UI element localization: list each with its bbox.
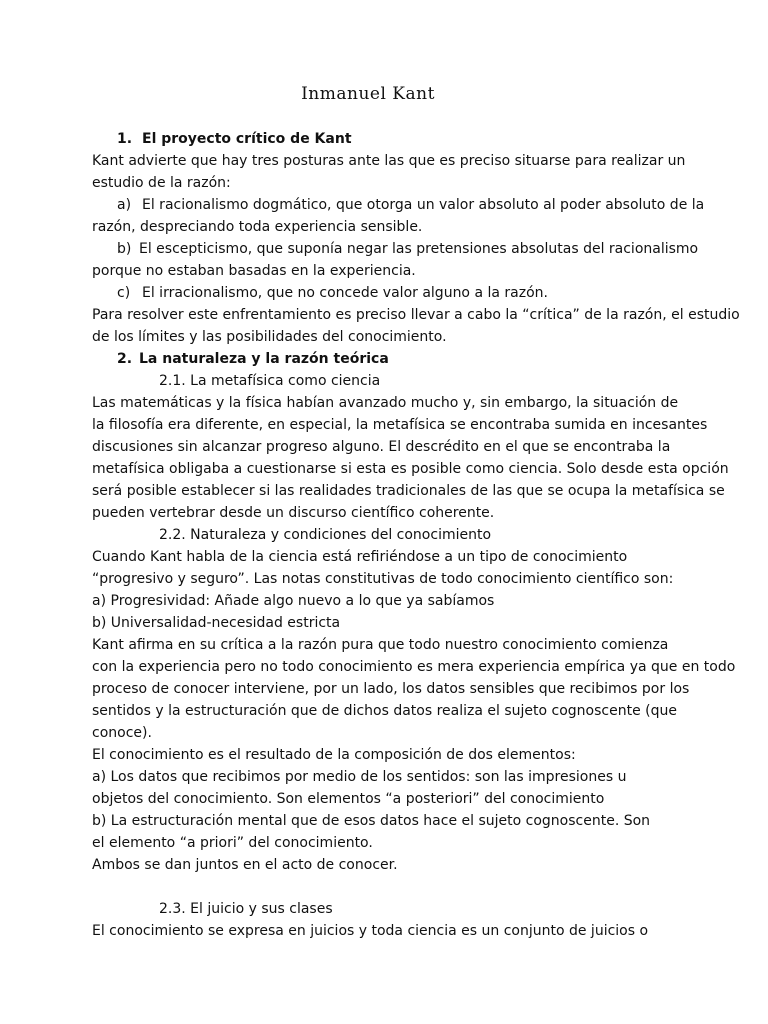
section-number: 1.	[117, 131, 133, 147]
list-item-a	[92, 194, 705, 216]
paragraph-line: metafísica obligaba a cuestionarse si esta es posible como ciencia. Solo desde esta opción	[92, 461, 729, 477]
paragraph-line: conoce).	[92, 725, 152, 741]
paragraph-line: Kant afirma en su crítica a la razón pura que todo nuestro conocimiento comienza	[92, 637, 669, 653]
list-item-b	[92, 238, 699, 260]
paragraph-line: pueden vertebrar desde un discurso científico coherente.	[92, 505, 495, 521]
paragraph-line: con la experiencia pero no todo conocimiento es mera experiencia empírica ya que en todo	[92, 659, 736, 675]
section-heading-2	[92, 348, 692, 370]
paragraph-line: a) Los datos que recibimos por medio de los sentidos: son las impresiones u	[92, 769, 627, 785]
subsection-heading-2-1: 2.1. La metafísica como ciencia	[159, 373, 381, 389]
paragraph-line: b) La estructuración mental que de esos datos hace el sujeto cognoscente. Son	[92, 813, 651, 829]
list-item-text: El racionalismo dogmático, que otorga un valor absoluto al poder absoluto de la	[142, 197, 705, 213]
list-item-text: El irracionalismo, que no concede valor alguno a la razón.	[142, 285, 548, 301]
list-item-text: El escepticismo, que suponía negar las pretensiones absolutas del racionalismo	[139, 241, 699, 257]
paragraph-line: la filosofía era diferente, en especial, la metafísica se encontraba sumida en incesantes	[92, 417, 708, 433]
paragraph-line: El conocimiento se expresa en juicios y toda ciencia es un conjunto de juicios o	[92, 923, 649, 939]
paragraph-line: Cuando Kant habla de la ciencia está refiriéndose a un tipo de conocimiento	[92, 549, 628, 565]
document-body	[92, 128, 740, 942]
document-title: Inmanuel Kant	[301, 84, 435, 104]
section-title: La naturaleza y la razón teórica	[139, 351, 389, 367]
blank-line	[92, 876, 692, 898]
list-item-c	[92, 282, 692, 304]
paragraph-line: estudio de la razón:	[92, 175, 231, 191]
paragraph-line: proceso de conocer interviene, por un lado, los datos sensibles que recibimos por los	[92, 681, 690, 697]
subsection-heading-2-2: 2.2. Naturaleza y condiciones del conocimiento	[159, 527, 492, 543]
paragraph-line: Las matemáticas y la física habían avanzado mucho y, sin embargo, la situación de	[92, 395, 679, 411]
paragraph-line: “progresivo y seguro”. Las notas constitutivas de todo conocimiento científico son:	[92, 571, 674, 587]
paragraph-line: b) Universalidad-necesidad estricta	[92, 615, 341, 631]
list-marker: c)	[117, 285, 131, 301]
paragraph-line: Ambos se dan juntos en el acto de conocer.	[92, 857, 398, 873]
paragraph-line: a) Progresividad: Añade algo nuevo a lo que ya sabíamos	[92, 593, 495, 609]
section-heading-1	[92, 128, 692, 150]
paragraph-line: discusiones sin alcanzar progreso alguno. El descrédito en el que se encontraba la	[92, 439, 671, 455]
paragraph-line: será posible establecer si las realidades tradicionales de las que se ocupa la metafísica se	[92, 483, 725, 499]
list-marker: a)	[117, 197, 132, 213]
list-item-continuation: porque no estaban basadas en la experiencia.	[92, 263, 416, 279]
section-number: 2.	[117, 351, 133, 367]
paragraph-line: de los límites y las posibilidades del conocimiento.	[92, 329, 447, 345]
paragraph-line: objetos del conocimiento. Son elementos “a posteriori” del conocimiento	[92, 791, 605, 807]
list-item-continuation: razón, despreciando toda experiencia sensible.	[92, 219, 423, 235]
paragraph-line: el elemento “a priori” del conocimiento.	[92, 835, 373, 851]
subsection-heading-2-3: 2.3. El juicio y sus clases	[159, 901, 333, 917]
section-title: El proyecto crítico de Kant	[142, 131, 352, 147]
paragraph-line: Para resolver este enfrentamiento es preciso llevar a cabo la “crítica” de la razón, el estudio	[92, 307, 740, 323]
paragraph-line: Kant advierte que hay tres posturas ante las que es preciso situarse para realizar un	[92, 153, 686, 169]
paragraph-line: sentidos y la estructuración que de dichos datos realiza el sujeto cognoscente (que	[92, 703, 677, 719]
paragraph-line: El conocimiento es el resultado de la composición de dos elementos:	[92, 747, 576, 763]
list-marker: b)	[117, 241, 132, 257]
